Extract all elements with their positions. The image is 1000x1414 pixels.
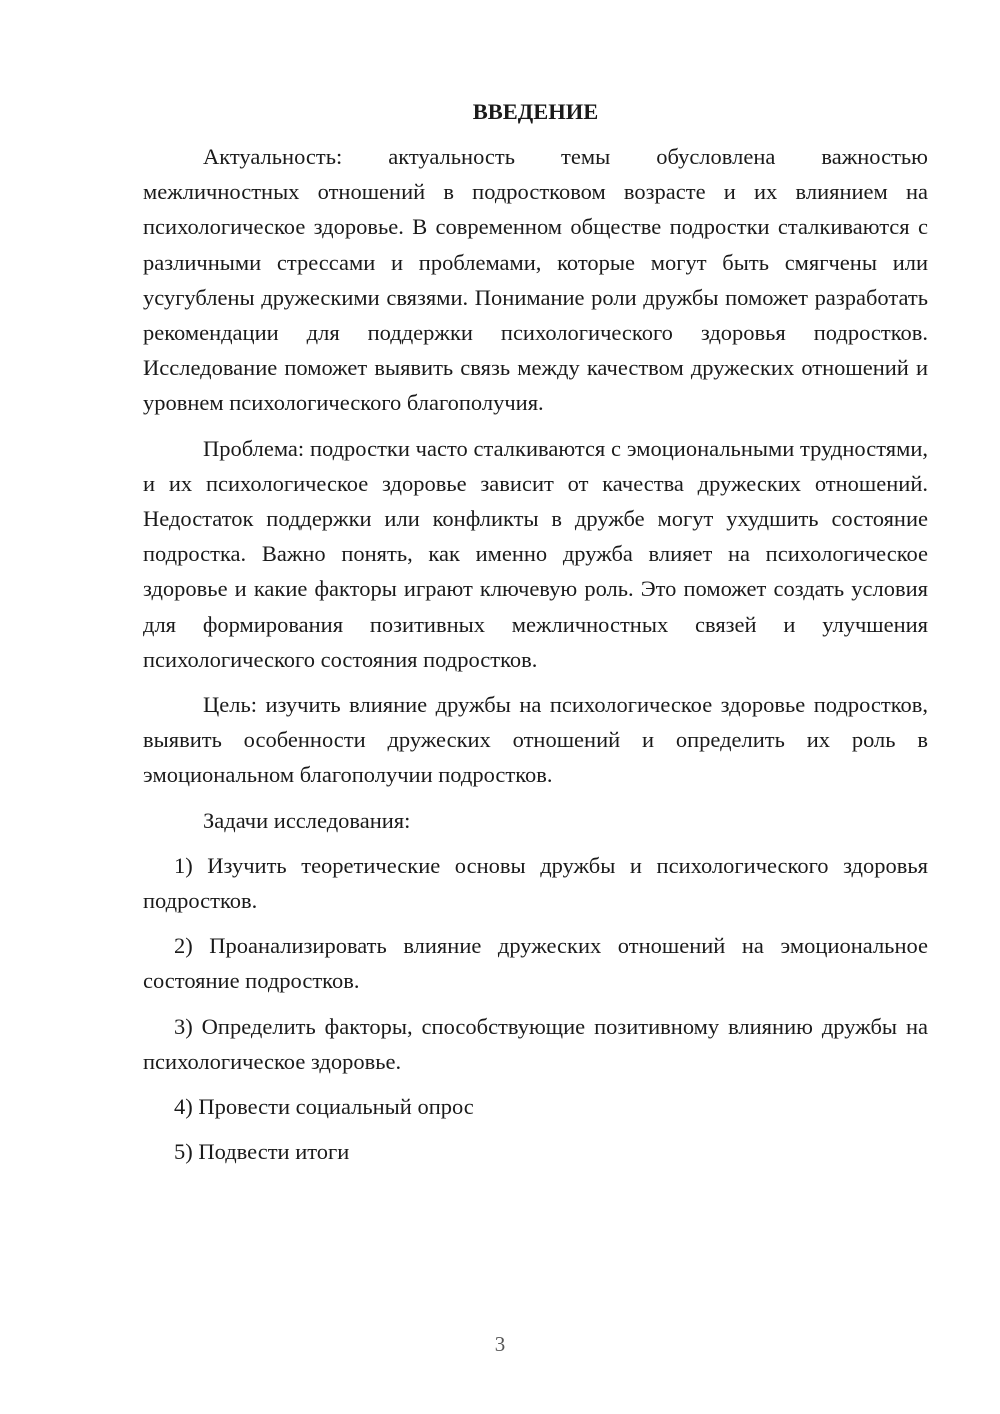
- task-item: 1) Изучить теоретические основы дружбы и психологического здоровья подростков.: [143, 852, 928, 914]
- task-item: 4) Провести социальный опрос: [174, 1094, 474, 1120]
- paragraph-goal: Цель: изучить влияние дружбы на психологическое здоровье подростков, выявить особенности дружеских отношений и определить их роль в эмоциональном благополучии подростков.: [143, 692, 928, 788]
- task-item: 3) Определить факторы, способствующие позитивному влиянию дружбы на психологическое здоровье.: [143, 1013, 928, 1074]
- tasks-heading: Задачи исследования:: [203, 807, 411, 833]
- paragraph-relevance: Актуальность: актуальность темы обусловлена важностью межличностных отношений в подростковом возрасте и их влиянием на психологическое здоровье. В современном обществе подростки сталкиваются с различными стрессами и проблемами, которые могут быть смягчены или усугублены дружескими связями. Понимание роли дружбы поможет разработать рекомендации для поддержки психологического здоровья подростков. Исследование поможет выявить связь между качеством дружеских отношений и уровнем психологического благополучия.: [143, 144, 928, 416]
- page-title: ВВЕДЕНИЕ: [472, 99, 599, 124]
- paragraph-problem: Проблема: подростки часто сталкиваются с эмоциональными трудностями, и их психологическое здоровье зависит от качества дружеских отношений. Недостаток поддержки или конфликты в дружбе могут ухудшить состояние подростка. Важно понять, как именно дружба влияет на психологическое здоровье и какие факторы играют ключевую роль. Это поможет создать условия для формирования позитивных межличностных связей и улучшения психологического состояния подростков.: [143, 435, 928, 672]
- task-item: 2) Проанализировать влияние дружеских отношений на эмоциональное состояние подростков.: [143, 933, 928, 994]
- task-item: 5) Подвести итоги: [174, 1139, 350, 1165]
- page-number: 3: [494, 1332, 506, 1356]
- document-body: [143, 94, 928, 1179]
